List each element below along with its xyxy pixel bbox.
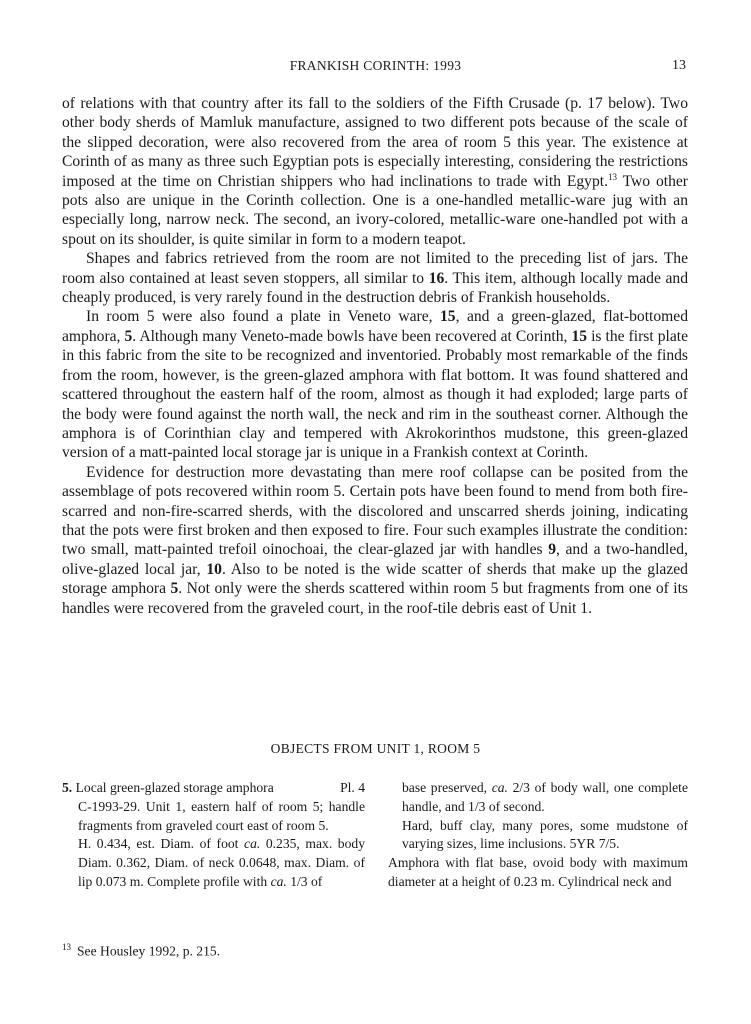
description: Amphora with flat base, ovoid body with maximum diameter at a height of 0.23 m. Cylindrical neck and bbox=[388, 855, 688, 889]
catalogue-column-left bbox=[62, 779, 365, 892]
body-text bbox=[62, 94, 688, 618]
catalogue-title: Local green-glazed storage amphora bbox=[75, 780, 274, 795]
catalogue-reference: 10 bbox=[206, 560, 222, 578]
paragraph: Evidence for destruction more devastating than mere roof collapse can be posited from the assemblage of pots recovered within room 5. Certain pots have been found to mend from both fire-scarred and non-fire-scarred sherds, with the discolored and unscarred sherds joining, indicating that the pots were first broken and then exposed to fire. Four such examples illustrate the condition: two small, matt-painted trefoil oinochoai, the clear-glazed jar with handles 9, and a two-handled, olive-glazed local jar, 10. Also to be noted is the wide scatter of sherds that make up the glazed storage amphora 5. Not only were the sherds scattered within room 5 but fragments from one of its handles were recovered from the graveled court, in the roof-tile debris east of Unit 1. bbox=[62, 463, 688, 617]
footnote-text: See Housley 1992, p. 215. bbox=[77, 943, 221, 959]
catalogue-number: 5. bbox=[62, 780, 73, 795]
preservation: base preserved, ca. 2/3 of body wall, one complete handle, and 1/3 of second. bbox=[402, 780, 688, 814]
catalogue-column-right bbox=[388, 779, 688, 892]
section-heading: OBJECTS FROM UNIT 1, ROOM 5 bbox=[270, 741, 481, 756]
paragraph: of relations with that country after its fall to the soldiers of the Fifth Crusade (p. 17 below). Two other body sherds of Mamluk manufacture, assigned to two different pots because of the scale of the slipped decoration, were also recovered from the area of room 5 this year. The existence at Corinth of as many as three such Egyptian pots is especially interesting, considering the restrictions imposed at the time on Christian shippers who had inclinations to trade with Egypt.$^{13}$ Two other pots also are unique in the Corinth collection. One is a one-handled metallic-ware jug with an especially long, narrow neck. The second, an ivory-colored, metallic-ware one-handled pot with a spout on its shoulder, is quite similar in form to a modern teapot. bbox=[62, 95, 688, 248]
plate-reference: Pl. 4 bbox=[340, 780, 365, 795]
inventory-info: C-1993-29. Unit 1, eastern half of room 5; handle fragments from graveled court east of room 5. bbox=[78, 798, 365, 833]
dimensions: H. 0.434, est. Diam. of foot ca. 0.235, max. body Diam. 0.362, Diam. of neck 0.0648, max. Diam. of lip 0.073 m. Complete profile with ca. 1/3 of bbox=[78, 836, 365, 889]
catalogue-reference: 5 bbox=[170, 580, 179, 598]
page-number: 13 bbox=[672, 58, 686, 73]
catalogue-entry-heading bbox=[62, 779, 365, 798]
catalogue-reference: 16 bbox=[428, 269, 445, 287]
footnote-reference: 13 bbox=[608, 171, 618, 182]
footnote bbox=[62, 942, 688, 960]
catalogue-reference: 9 bbox=[548, 541, 556, 559]
paragraph: Shapes and fabrics retrieved from the room are not limited to the preceding list of jars. The room also contained at least seven stoppers, all similar to 16. This item, although locally made and cheaply produced, is very rarely found in the destruction debris of Frankish households. bbox=[62, 250, 688, 307]
catalogue-reference: 5 bbox=[124, 327, 133, 345]
catalogue-reference: 15 bbox=[440, 308, 456, 326]
catalogue-reference: 15 bbox=[571, 327, 588, 345]
fabric: Hard, buff clay, many pores, some mudstone of varying sizes, lime inclusions. 5YR 7/5. bbox=[402, 817, 688, 852]
footnote-mark: 13 bbox=[62, 942, 71, 952]
paragraph: In room 5 were also found a plate in Veneto ware, 15, and a green-glazed, flat-bottomed amphora, 5. Although many Veneto-made bowls have been recovered at Corinth, 15 is the first plate in this fabric from the site to be recognized and inventoried. Probably most remarkable of the finds from the room, however, is the green-glazed amphora with flat bottom. It was found shattered and scattered throughout the eastern half of the room, almost as though it had exploded; large parts of the body were found against the north wall, the neck and rim in the southeast corner. Although the amphora is of Corinthian clay and tempered with Akrokorinthos mudstone, this green-glazed version of a matt-painted local storage jar is unique in a Frankish context at Corinth. bbox=[62, 308, 689, 462]
running-header: FRANKISH CORINTH: 1993 bbox=[289, 58, 462, 73]
